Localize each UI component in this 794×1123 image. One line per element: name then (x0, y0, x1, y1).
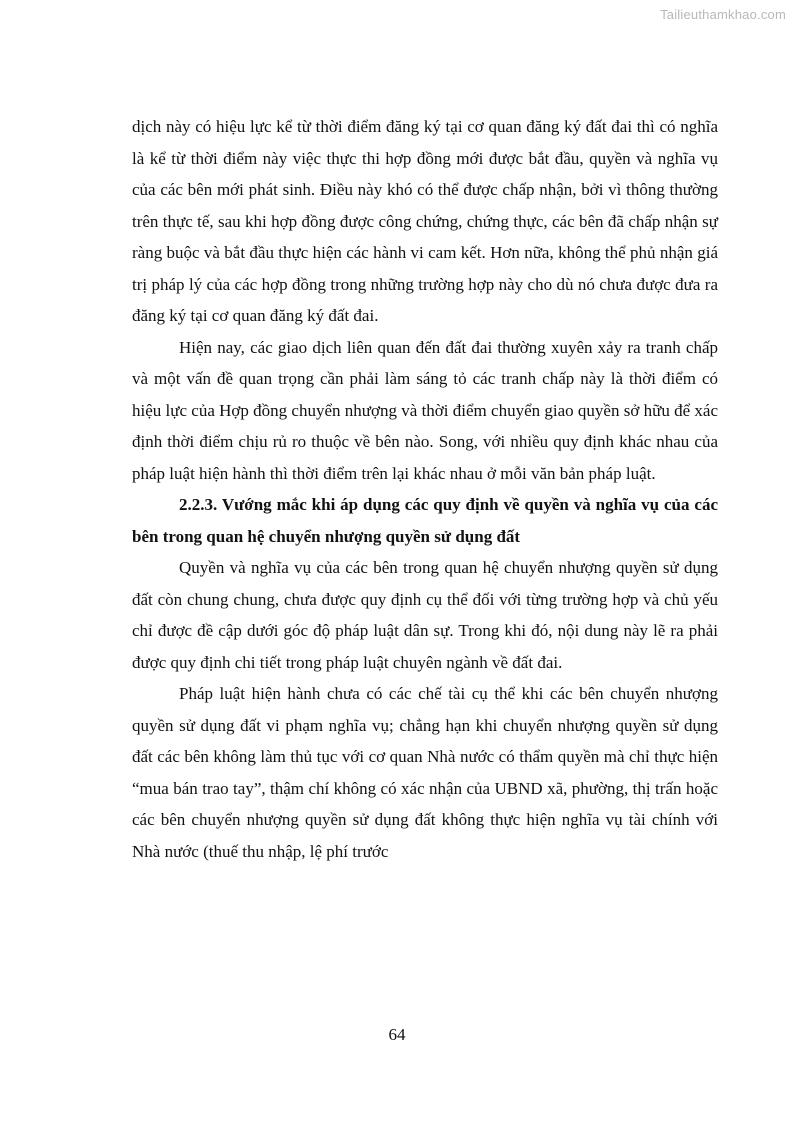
page-number: 64 (388, 1025, 406, 1044)
paragraph-sanctions: Pháp luật hiện hành chưa có các chế tài cụ thể khi các bên chuyển nhượng quyền sử dụng đất vi phạm nghĩa vụ; chẳng hạn khi chuyển nhượng quyền sử dụng đất các bên không làm thủ tục với cơ quan Nhà nước có thẩm quyền mà chỉ thực hiện “mua bán trao tay”, thậm chí không có xác nhận của UBND xã, phường, thị trấn hoặc các bên chuyển nhượng quyền sử dụng đất không thực hiện nghĩa vụ tài chính với Nhà nước (thuế thu nhập, lệ phí trước (132, 684, 718, 861)
section-heading: 2.2.3. Vướng mắc khi áp dụng các quy định về quyền và nghĩa vụ của các bên trong quan hệ chuyển nhượng quyền sử dụng đất (132, 495, 718, 546)
watermark: Tailieuthamkhao.com (660, 7, 786, 22)
paragraph-continuation: dịch này có hiệu lực kể từ thời điểm đăng ký tại cơ quan đăng ký đất đai thì có nghĩa là kể từ thời điểm này việc thực thi hợp đồng mới được bắt đầu, quyền và nghĩa vụ của các bên mới phát sinh. Điều này khó có thể được chấp nhận, bởi vì thông thường trên thực tế, sau khi hợp đồng được công chứng, chứng thực, các bên đã chấp nhận sự ràng buộc và bắt đầu thực hiện các hành vi cam kết. Hơn nữa, không thể phủ nhận giá trị pháp lý của các hợp đồng trong những trường hợp này cho dù nó chưa được đưa ra đăng ký tại cơ quan đăng ký đất đai. (132, 117, 718, 325)
paragraph-rights-obligations: Quyền và nghĩa vụ của các bên trong quan hệ chuyển nhượng quyền sử dụng đất còn chung chung, chưa được quy định cụ thể đối với từng trường hợp và chủ yếu chỉ được đề cập dưới góc độ pháp luật dân sự. Trong khi đó, nội dung này lẽ ra phải được quy định chi tiết trong pháp luật chuyên ngành về đất đai. (132, 558, 718, 672)
paragraph-disputes: Hiện nay, các giao dịch liên quan đến đất đai thường xuyên xảy ra tranh chấp và một vấn đề quan trọng cần phải làm sáng tỏ các tranh chấp này là thời điểm có hiệu lực của Hợp đồng chuyển nhượng và thời điểm chuyển giao quyền sở hữu để xác định thời điểm chịu rủ ro thuộc về bên nào. Song, với nhiều quy định khác nhau của pháp luật hiện hành thì thời điểm trên lại khác nhau ở mỗi văn bản pháp luật. (132, 337, 718, 483)
document-body (132, 111, 718, 867)
